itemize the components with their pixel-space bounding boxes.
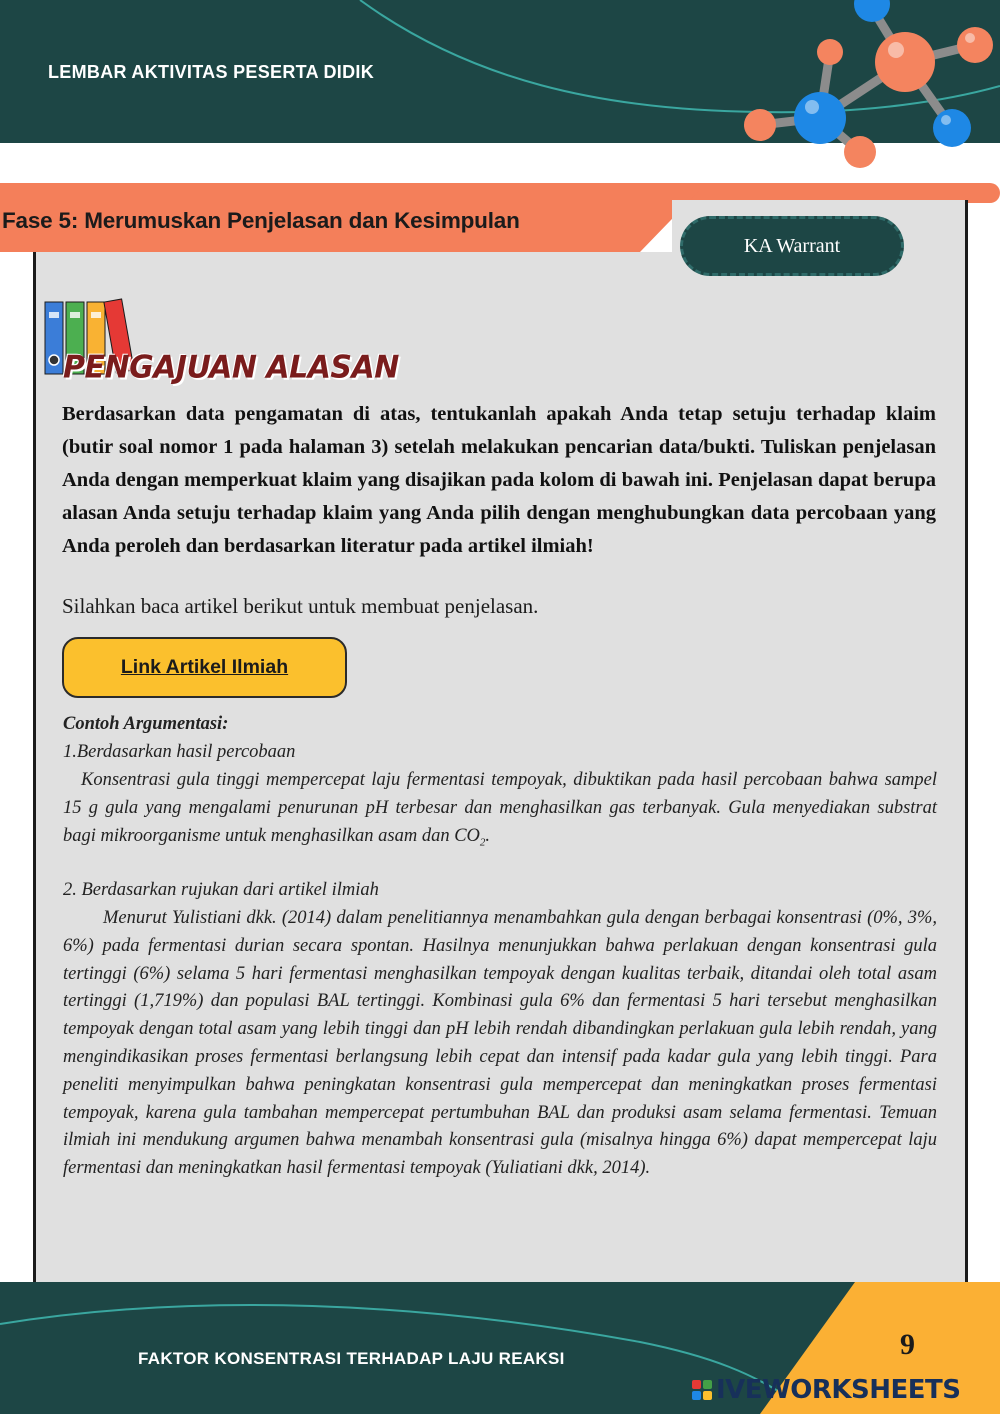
section-heading: PENGAJUAN ALASAN <box>63 349 399 386</box>
example-2-body: Menurut Yulistiani dkk. (2014) dalam penelitiannya menambahkan gula dengan berbagai konsentrasi (0%, 3%, 6%) pada fermentasi durian secara spontan. Hasilnya menunjukkan bahwa perlakuan dengan konsentrasi gula tertinggi (6%) selama 5 hari fermentasi menghasilkan tempoyak dengan kualitas terbaik, ditandai oleh total asam tertinggi (1,719%) dan populasi BAL tertinggi. Kombinasi gula 6% dan fermentasi 5 hari tersebut menghasilkan tempoyak dengan total asam yang lebih tinggi dan pH lebih rendah dibandingkan perlakuan gula lebih rendah, yang mengindikasikan proses fermentasi berlangsung lebih cepat dan intensif pada kadar gula yang lebih tinggi. Para peneliti menyimpulkan bahwa peningkatan konsentrasi gula mempercepat dan meningkatkan proses fermentasi tempoyak, karena gula tambahan mempercepat pertumbuhan BAL dan produksi asam selama fermentasi. Temuan ilmiah ini mendukung argumen bahwa menambah konsentrasi gula (misalnya hingga 6%) dapat mempercepat laju fermentasi dan meningkatkan hasil fermentasi tempoyak (Yuliatiani dkk, 2014). <box>63 908 937 1179</box>
example-1-body-text: Konsentrasi gula tinggi mempercepat laju fermentasi tempoyak, dibuktikan pada hasil percobaan bahwa sampel 15 g gula yang mengalami penurunan pH terbesar dan menghasilkan gas terbanyak. Gula menyediakan substrat bagi mikroorganisme untuk menghasilkan asam dan CO <box>63 770 937 846</box>
example-1-body-end: . <box>485 825 491 846</box>
molecule-icon <box>720 0 1000 180</box>
read-prompt: Silahkan baca artikel berikut untuk membuat penjelasan. <box>62 594 539 618</box>
liveworksheets-logo[interactable] <box>692 1375 960 1405</box>
co2-subscript: 2 <box>479 836 486 849</box>
phase-title: Fase 5: Merumuskan Penjelasan dan Kesimpulan <box>2 208 520 233</box>
logo-text: IVEWORKSHEETS <box>716 1375 961 1405</box>
logo-grid-icon <box>692 1380 712 1400</box>
ka-warrant-badge: KA Warrant <box>680 216 904 276</box>
example-2-heading: 2. Berdasarkan rujukan dari artikel ilmiah <box>63 880 379 900</box>
example-1-body <box>63 767 937 857</box>
header-title: LEMBAR AKTIVITAS PESERTA DIDIK <box>48 62 375 82</box>
article-link-button[interactable]: Link Artikel Ilmiah <box>62 637 347 698</box>
example-title: Contoh Argumentasi: <box>63 714 229 734</box>
footer-title: FAKTOR KONSENTRASI TERHADAP LAJU REAKSI <box>138 1349 565 1368</box>
instruction-text: Berdasarkan data pengamatan di atas, tentukanlah apakah Anda tetap setuju terhadap klaim (butir soal nomor 1 pada halaman 3) setelah melakukan pencarian data/bukti. Tuliskan penjelasan Anda dengan memperkuat klaim yang disajikan pada kolom di bawah ini. Penjelasan dapat berupa alasan Anda setuju terhadap klaim yang Anda pilih dengan menghubungkan data percobaan yang Anda peroleh dan berdasarkan literatur pada artikel ilmiah! <box>62 403 936 557</box>
page-number: 9 <box>900 1328 915 1361</box>
example-1-heading: 1.Berdasarkan hasil percobaan <box>63 742 296 762</box>
